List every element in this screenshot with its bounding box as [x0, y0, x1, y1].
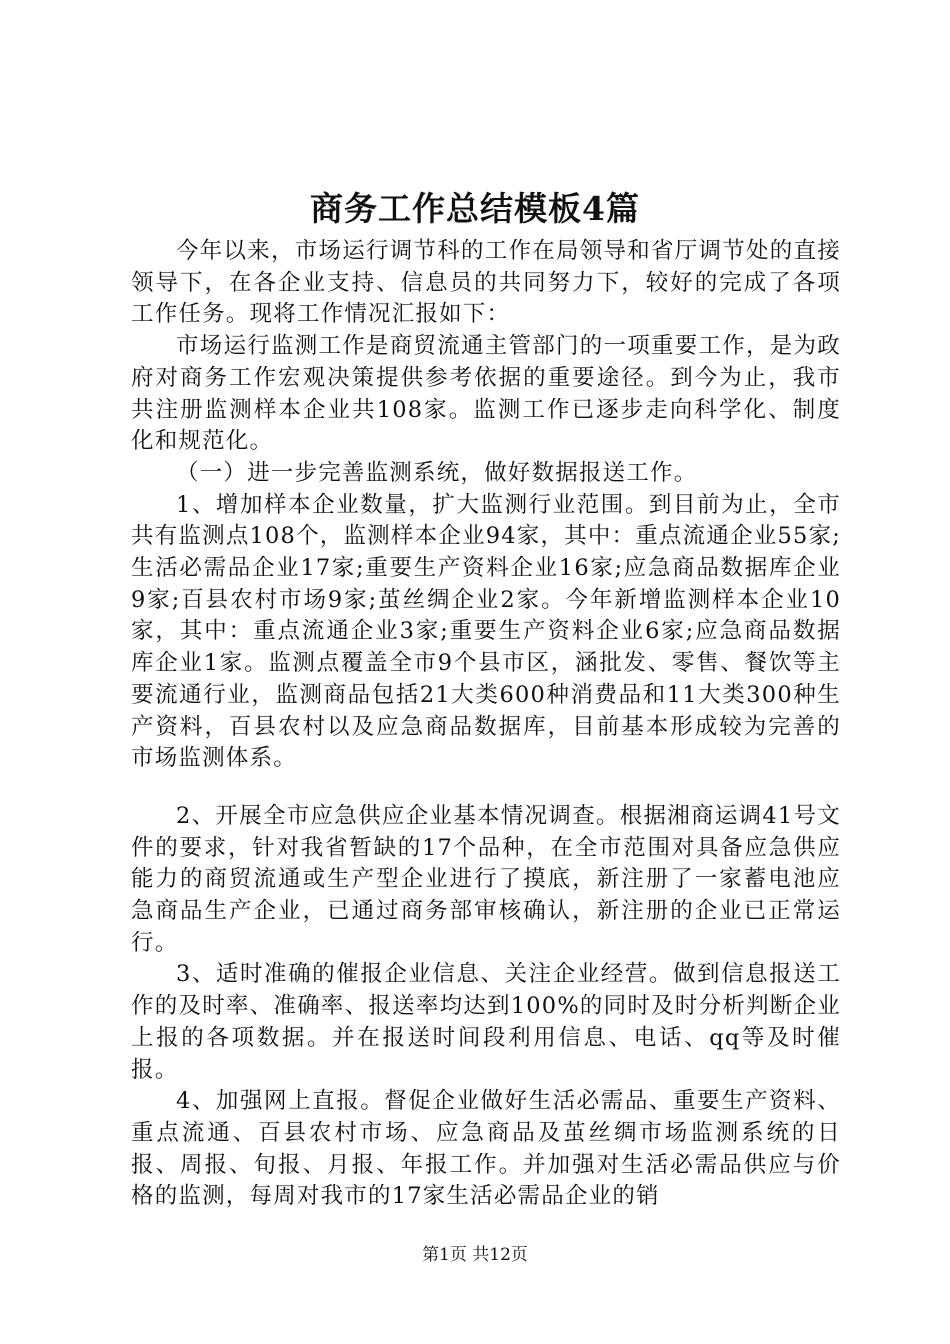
section-heading-1: （一）进一步完善监测系统，做好数据报送工作。	[176, 459, 698, 486]
paragraph-item-2: 2、开展全市应急供应企业基本情况调查。根据湘商运调41号文件的要求，针对我省暂缺的17个品种，在全市范围对具备应急供应能力的商贸流通或生产型企业进行了摸底，新注册了一家蓄电池应急商品生产企业，已通过商务部审核确认，新注册的企业已正常运行。	[131, 802, 841, 956]
document-title: 商务工作总结模板4篇	[310, 189, 640, 228]
page-footer: 第1页 共12页	[422, 1245, 528, 1265]
document-body	[131, 236, 841, 1213]
paragraph-item-1: 1、增加样本企业数量，扩大监测行业范围。到目前为止，全市共有监测点108个，监测样本企业94家，其中：重点流通企业55家;生活必需品企业17家;重要生产资料企业16家;应急商品数据库企业9家;百县农村市场9家;茧丝绸企业2家。今年新增监测样本企业10家，其中：重点流通企业3家;重要生产资料企业6家;应急商品数据库企业1家。监测点覆盖全市9个县市区，涵批发、零售、餐饮等主要流通行业，监测商品包括21大类600种消费品和11大类300种生产资料，百县农村以及应急商品数据库，目前基本形成较为完善的市场监测体系。	[131, 491, 841, 772]
paragraph-item-3: 3、适时准确的催报企业信息、关注企业经营。做到信息报送工作的及时率、准确率、报送率均达到100%的同时及时分析判断企业上报的各项数据。并在报送时间段利用信息、电话、qq等及时催报。	[131, 961, 841, 1083]
paragraph-monitoring-overview: 市场运行监测工作是商贸流通主管部门的一项重要工作，是为政府对商务工作宏观决策提供参考依据的重要途径。到今为止，我市共注册监测样本企业共108家。监测工作已逐步走向科学化、制度化和规范化。	[131, 333, 841, 455]
paragraph-intro: 今年以来，市场运行调节科的工作在局领导和省厅调节处的直接领导下，在各企业支持、信息员的共同努力下，较好的完成了各项工作任务。现将工作情况汇报如下：	[131, 238, 841, 328]
paragraph-item-4: 4、加强网上直报。督促企业做好生活必需品、重要生产资料、重点流通、百县农村市场、应急商品及茧丝绸市场监测系统的日报、周报、旬报、月报、年报工作。并加强对生活必需品供应与价格的监测，每周对我市的17家生活必需品企业的销	[131, 1088, 841, 1210]
